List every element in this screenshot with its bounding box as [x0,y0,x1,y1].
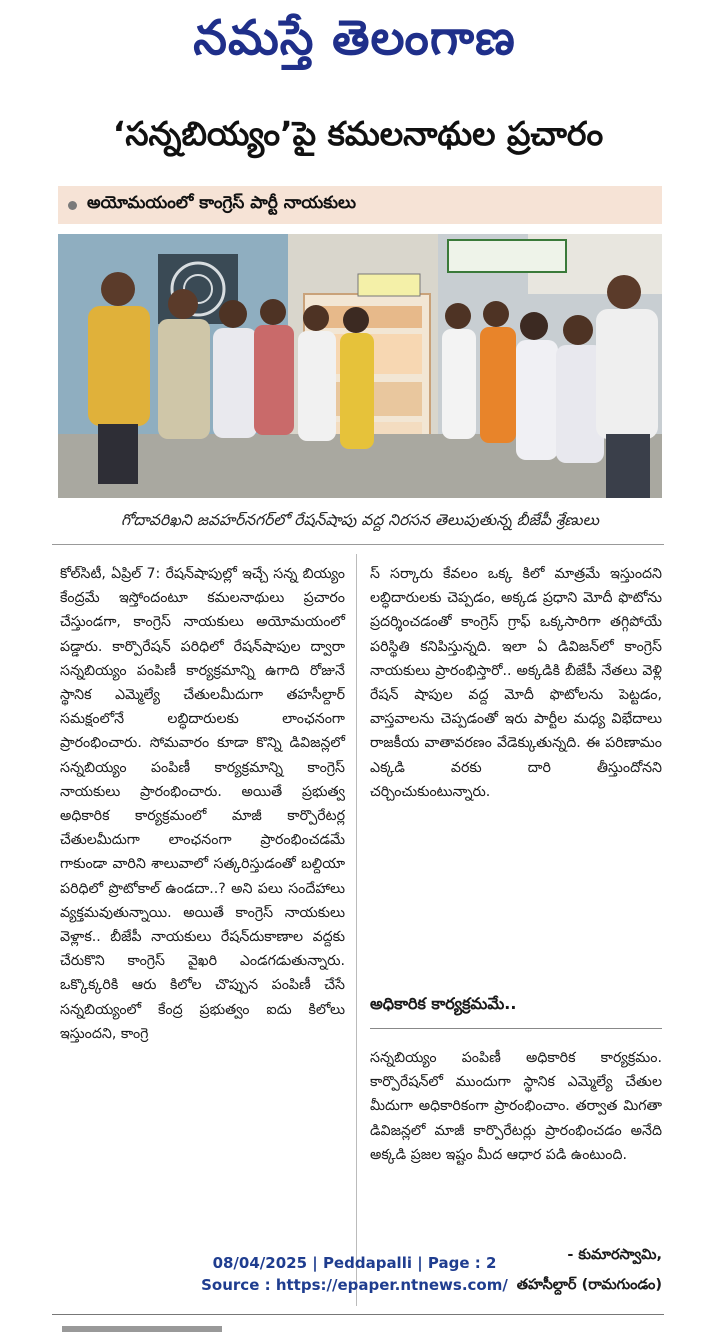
next-article-cutoff [62,1326,222,1332]
page-footer [0,1252,709,1296]
subhead-text: అయోమయంలో కాంగ్రెస్ పార్టీ నాయకులు [87,193,356,213]
attribution-title: తహసీల్దార్ (రామగుండం) [516,1277,662,1293]
news-photo [58,234,662,498]
newspaper-masthead [0,6,709,70]
article-headline: ‘సన్నబియ్యం’పై కమలనాథుల ప్రచారం [112,114,604,153]
photo-caption: గోదావరిఖని జవహర్‌నగర్‌లో రేషన్‌షాపు వద్ద నిరసన తెలుపుతున్న బీజేపీ శ్రేణులు [121,511,599,529]
article-subhead [58,186,662,224]
sidebar-heading: అధికారిక కార్యక్రమమే.. [370,994,517,1013]
masthead-title: నమస్తే తెలంగాణ [193,10,516,66]
footer-date-edition: 08/04/2025 | Peddapalli | Page : 2 [212,1254,497,1272]
attribution-name: - కుమారస్వామి, [567,1247,662,1263]
article-body-left: కోల్‌సిటీ, ఏప్రిల్ 7: రేషన్‌షాపుల్లో ఇచ్చే సన్న బియ్యం కేంద్రమే ఇస్తోందంటూ కమలనాథులు ప్రచారం చేస్తుండగా, కాంగ్రెస్ నాయకులు అయోమయంలో పడ్డారు. కార్పొరేషన్ పరిధిలో రేషన్‌షాపుల ద్వారా సన్నబియ్యం పంపిణీ కార్యక్రమాన్ని ఉగాది రోజునే స్థానిక ఎమ్మెల్యే చేతులమీదుగా తహసీల్దార్ సమక్షంలోనే లబ్ధిదారులకు లాంఛనంగా ప్రారంభించారు. సోమవారం కూడా కొన్ని డివిజన్లలో సన్నబియ్యం పంపిణీ కార్యక్రమాన్ని కాంగ్రెస్ నాయకులు ప్రారంభించారు. అయితే ప్రభుత్వ అధికారిక కార్యక్రమంలో మాజీ కార్పొరేటర్ల చేతులమీదుగా లాంఛనంగా ప్రారంభించడమే గాకుండా వారిని శాలువాలో సత్కరిస్తుడంతో బల్దియా పరిధిలో ప్రొటోకాల్ ఉండదా..? అని పలు సందేహాలు వ్యక్తమవుతున్నాయి. అయితే కాంగ్రెస్ నాయకులు వెళ్లాక.. బీజేపీ నాయకులు రేషన్‌దుకాణాల వద్దకు చేరుకొని కాంగ్రెస్ వైఖరి ఎండగడుతున్నారు. ఒక్కొక్కరికి ఆరు కిలోల చొప్పున పంపిణీ చేసే సన్నబియ్యంలో కేంద్ర ప్రభుత్వం ఐదు కిలోలు ఇస్తుందని, కాంగ్రె [60,566,345,1042]
caption-divider [52,544,664,545]
bullet-icon [68,201,77,210]
article-body-right: స్ సర్కారు కేవలం ఒక్క కిలో మాత్రమే ఇస్తుందని లబ్ధిదారులకు చెప్పడం, అక్కడ ప్రధాని మోదీ ఫొటోను ప్రదర్శించడంతో కాంగ్రెస్ గ్రాఫ్ ఒక్కసారిగా తగ్గిపోయే పరిస్థితి కనిపిస్తున్నది. ఇలా ఏ డివిజన్‌లో కాంగ్రెస్ నాయకులు ప్రారంభిస్తారో.. అక్కడికి బీజేపీ నేతలు వెళ్లి రేషన్ షాపుల వద్ద మోదీ ఫొటోలను పెట్టడం, వాస్తవాలను చెప్పడంతో ఇరు పార్టీల మధ్య విభేదాలు రాజకీయ వాతావరణం వేడెక్కుతున్నది. ఈ పరిణామం ఎక్కడి వరకు దారి తీస్తుందోనని చర్చించుకుంటున్నారు. [370,566,662,800]
sidebar-divider [370,1028,662,1029]
article-bottom-rule [52,1314,664,1315]
sidebar-quote: సన్నబియ్యం పంపిణీ అధికారిక కార్యక్రమం. కార్పొరేషన్‌లో ముందుగా స్థానిక ఎమ్మెల్యే చేతుల మీదుగా అధికారికంగా ప్రారంభించాం. తర్వాత మిగతా డివిజన్లలో మాజీ కార్పొరేటర్లు ప్రారంభించడం అనేది అక్కడి ప్రజల ఇష్టం మీద ఆధార పడి ఉంటుంది. [370,1050,662,1163]
footer-source: Source : https://epaper.ntnews.com/ [201,1276,508,1294]
column-divider [356,554,357,1306]
